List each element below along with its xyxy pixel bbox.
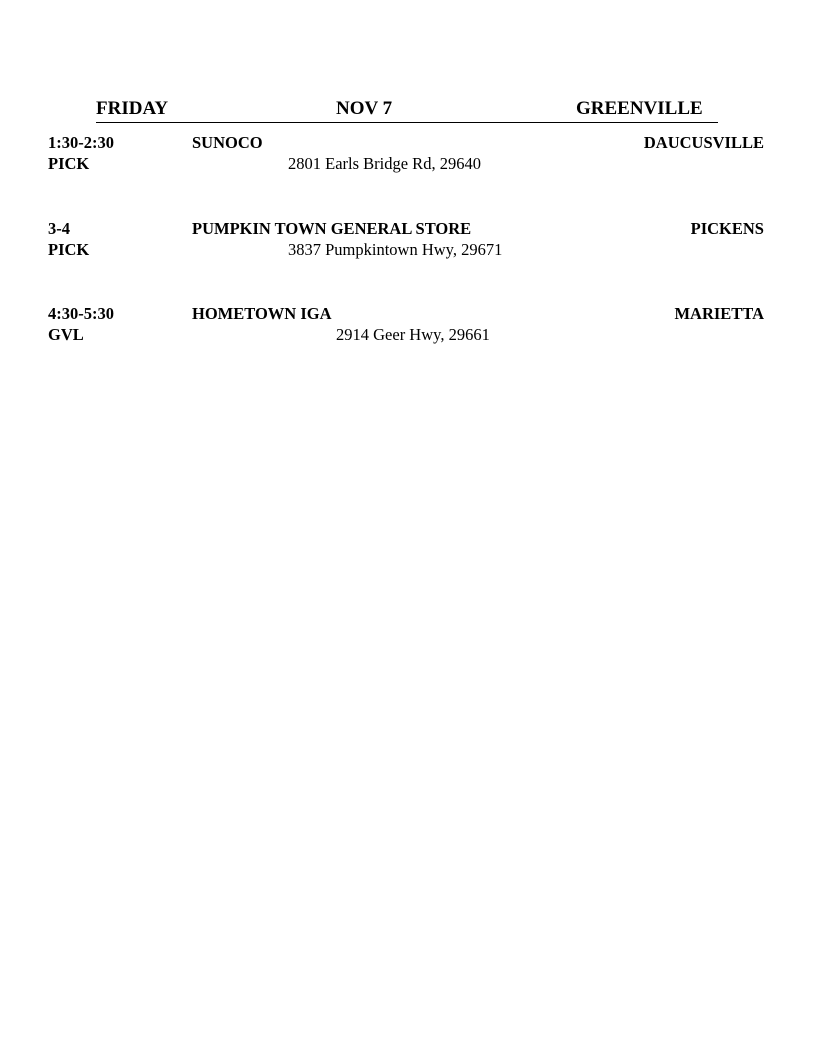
- entry-county-code: PICK: [48, 240, 90, 259]
- entry-store: PUMPKIN TOWN GENERAL STORE: [192, 219, 472, 238]
- entry-time: 3-4: [48, 219, 70, 238]
- entry-address: 3837 Pumpkintown Hwy, 29671: [288, 240, 503, 259]
- entry-town: DAUCUSVILLE: [643, 133, 764, 152]
- schedule-entry: [48, 303, 764, 347]
- entry-store: SUNOCO: [192, 133, 263, 152]
- entry-address: 2801 Earls Bridge Rd, 29640: [288, 154, 481, 173]
- header-date: NOV 7: [336, 98, 393, 119]
- schedule-entry: [48, 132, 764, 176]
- entry-county-code: GVL: [48, 325, 84, 344]
- entry-town: PICKENS: [690, 219, 764, 238]
- entry-address: 2914 Geer Hwy, 29661: [336, 325, 490, 344]
- schedule-header: [96, 96, 718, 123]
- header-day: FRIDAY: [96, 98, 169, 119]
- entry-time: 1:30-2:30: [48, 133, 114, 152]
- entry-store: HOMETOWN IGA: [192, 304, 332, 323]
- entry-town: MARIETTA: [674, 304, 764, 323]
- entry-county-code: PICK: [48, 154, 90, 173]
- header-city: GREENVILLE: [576, 98, 703, 119]
- schedule-entry: [48, 218, 764, 262]
- entry-time: 4:30-5:30: [48, 304, 114, 323]
